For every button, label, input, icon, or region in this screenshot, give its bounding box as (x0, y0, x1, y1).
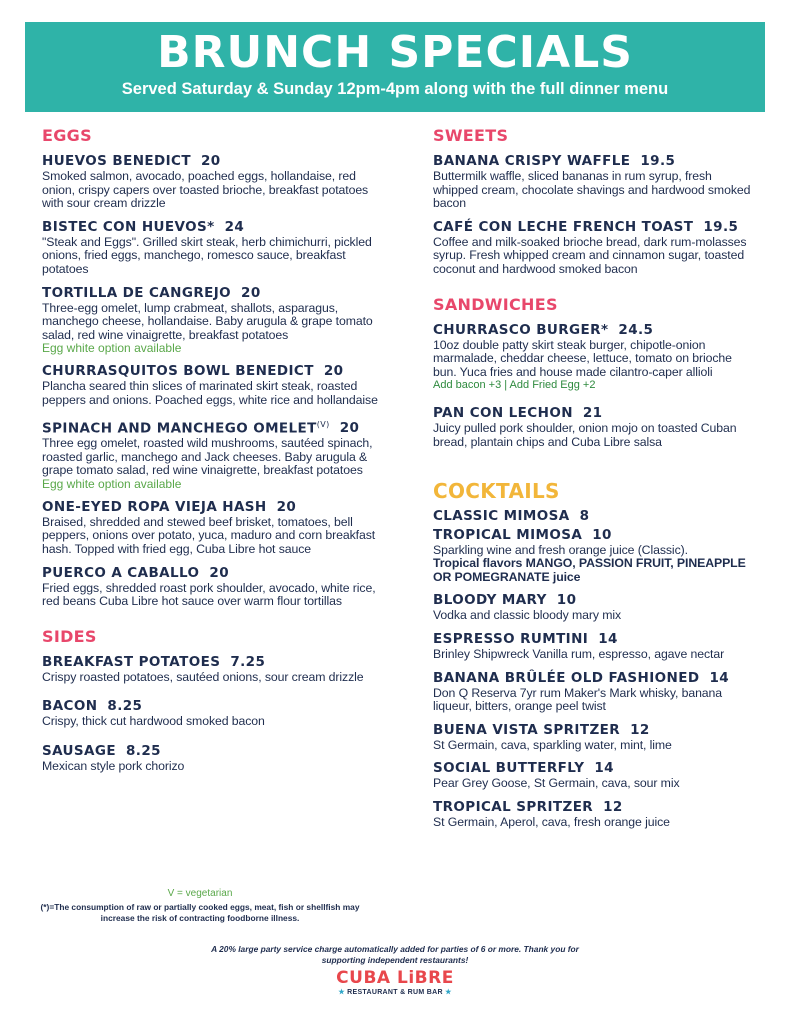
item-price: 19.5 (640, 153, 676, 169)
section-heading-sandwiches: SANDWICHES (433, 294, 558, 314)
item-price: 14 (709, 669, 730, 686)
menu-item (433, 322, 753, 392)
cuba-libre-logo (330, 968, 460, 996)
item-price: 20 (209, 564, 229, 581)
item-description: Fried eggs, shredded roast pork shoulder, avocado, white rice, red beans Cuba Libre hot sauce over warm flour tortillas (42, 580, 376, 609)
logo-wordmark: CUBA LiBRE (336, 968, 454, 988)
item-name: BANANA CRISPY WAFFLE (433, 153, 631, 169)
section-heading-cocktails: COCKTAILS (433, 478, 560, 503)
menu-item (42, 654, 382, 685)
item-name: TROPICAL MIMOSA (433, 526, 583, 543)
item-description: Three-egg omelet, lump crabmeat, shallots, asparagus, manchego cheese, hollandaise. Baby arugula & grape tomato salad, red wine vinaigrette, breakfast potatoes (42, 300, 373, 342)
item-description: Vodka and classic bloody mary mix (433, 608, 622, 623)
menu-item (433, 631, 753, 662)
item-description: Brinley Shipwreck Vanilla rum, espresso, agave nectar (433, 646, 725, 661)
page-subtitle: Served Saturday & Sunday 12pm-4pm along with the full dinner menu (121, 80, 669, 98)
item-name: CHURRASCO BURGER* (433, 321, 609, 338)
item-description: Juicy pulled pork shoulder, onion mojo on toasted Cuban bread, plantain chips and Cuba Libre salsa (433, 421, 737, 449)
item-name: PUERCO A CABALLO (42, 564, 200, 581)
menu-item (433, 760, 753, 791)
menu-item (433, 405, 753, 449)
sides-section (42, 627, 382, 774)
menu-item (433, 592, 753, 623)
raw-food-disclaimer: (*)=The consumption of raw or partially cooked eggs, meat, fish or shellfish may increase the risk of contracting foodborne illness. (40, 902, 360, 923)
item-name: BREAKFAST POTATOES (42, 653, 221, 670)
item-description: St Germain, cava, sparkling water, mint, lime (433, 737, 672, 752)
item-description: Pear Grey Goose, St Germain, cava, sour mix (433, 776, 680, 791)
menu-item (433, 219, 753, 277)
menu-item (42, 743, 382, 774)
item-name: SOCIAL BUTTERFLY (433, 760, 585, 777)
item-description: Plancha seared thin slices of marinated skirt steak, roasted peppers and onions. Poached eggs, white rice and hollandaise (42, 379, 378, 407)
item-name: SPINACH AND MANCHEGO OMELET (42, 420, 317, 437)
menu-item (433, 722, 753, 753)
item-name: CLASSIC MIMOSA (433, 507, 570, 524)
item-price: 10 (556, 592, 577, 609)
item-price: 19.5 (703, 218, 739, 235)
item-price: 21 (582, 405, 603, 422)
menu-item (42, 363, 382, 407)
right-column (433, 126, 753, 847)
section-heading-eggs: EGGS (42, 126, 92, 145)
item-name: ESPRESSO RUMTINI (433, 630, 589, 647)
tropical-flavors: Tropical flavors MANGO, PASSION FRUIT, PINEAPPLE OR POMEGRANATE juice (433, 556, 746, 584)
menu-item (42, 285, 382, 356)
item-description: Smoked salmon, avocado, poached eggs, hollandaise, red onion, crispy capers over toasted brioche, breakfast potatoes with sour cream drizzle (42, 169, 369, 211)
item-name: HUEVOS BENEDICT (42, 153, 191, 169)
menu-item (433, 153, 753, 211)
item-description: "Steak and Eggs". Grilled skirt steak, herb chimichurri, pickled onions, fried eggs, manchego, romesco sauce, breakfast potatoes (42, 234, 372, 276)
header-banner (25, 22, 765, 112)
item-description: St Germain, Aperol, cava, fresh orange juice (433, 814, 670, 829)
item-description: 10oz double patty skirt steak burger, chipotle-onion marmalade, cheddar cheese, lettuce, tomato on brioche bun. Yuca fries and house made cilantro-caper allioli (433, 337, 732, 379)
item-description: Three egg omelet, roasted wild mushrooms, sautéed spinach, roasted garlic, manchego and Jack cheeses. Baby arugula & grape tomato salad, red wine vinaigrette, breakfast potatoes (42, 436, 373, 478)
item-price: 20 (200, 153, 221, 169)
item-description: Crispy roasted potatoes, sautéed onions, sour cream drizzle (42, 669, 364, 684)
item-name: TROPICAL SPRITZER (433, 798, 594, 815)
item-name: BANANA BRÛLÉE OLD FASHIONED (433, 669, 700, 686)
item-price: 24.5 (618, 321, 654, 338)
item-name: BLOODY MARY (433, 592, 547, 609)
item-price: 20 (323, 363, 344, 380)
menu-item (42, 565, 382, 609)
left-column (42, 126, 382, 792)
item-description: Crispy, thick cut hardwood smoked bacon (42, 714, 265, 729)
item-description: Sparkling wine and fresh orange juice (Classic). (433, 542, 688, 557)
item-name: CHURRASQUITOS BOWL BENEDICT (42, 363, 314, 380)
item-name: PAN CON LECHON (433, 405, 573, 422)
item-price: 8.25 (107, 698, 143, 715)
page-title: BRUNCH SPECIALS (157, 27, 633, 78)
item-price: 8.25 (126, 742, 161, 759)
egg-white-note: Egg white option available (42, 476, 182, 491)
item-price: 20 (241, 284, 261, 301)
item-price: 20 (276, 498, 297, 515)
section-heading-sides: SIDES (42, 626, 97, 646)
vegetarian-mark: (V) (316, 419, 330, 429)
sandwiches-section (433, 295, 753, 450)
menu-item (433, 527, 753, 585)
item-name: BUENA VISTA SPRITZER (433, 721, 621, 738)
menu-item (433, 799, 753, 830)
section-heading-sweets: SWEETS (433, 126, 509, 145)
eggs-section (42, 126, 382, 609)
logo-tagline: RESTAURANT & RUM BAR (347, 989, 443, 996)
star-icon: ★ (445, 989, 452, 996)
item-price: 14 (598, 630, 618, 647)
egg-white-note: Egg white option available (42, 341, 182, 356)
menu-item (42, 219, 382, 277)
item-price: 7.25 (230, 653, 266, 670)
item-name: BACON (42, 698, 98, 715)
item-name: ONE-EYED ROPA VIEJA HASH (42, 498, 267, 515)
cocktails-section (433, 478, 753, 830)
item-name: SAUSAGE (42, 742, 116, 759)
party-service-note: A 20% large party service charge automatically added for parties of 6 or more. Thank you for supporting independent restaurants! (211, 944, 579, 965)
item-price: 20 (339, 420, 360, 437)
item-description: Coffee and milk-soaked brioche bread, dark rum-molasses syrup. Fresh whipped cream and cinnamon sugar, toasted coconut and hardwood smoked bacon (433, 234, 747, 276)
item-name: CAFÉ CON LECHE FRENCH TOAST (433, 218, 694, 235)
item-description: Don Q Reserva 7yr rum Maker's Mark whisky, banana liqueur, bitters, orange peel twist (433, 685, 723, 714)
menu-item (42, 698, 382, 729)
menu-item (433, 670, 753, 714)
item-price: 12 (603, 798, 623, 815)
item-price: 12 (630, 721, 650, 738)
item-description: Buttermilk waffle, sliced bananas in rum syrup, fresh whipped cream, chocolate shavings and hardwood smoked bacon (433, 169, 751, 211)
item-description: Mexican style pork chorizo (42, 758, 185, 773)
menu-item (42, 153, 382, 211)
vegetarian-legend: V = vegetarian (167, 888, 233, 899)
menu-item (42, 416, 382, 491)
item-name: TORTILLA DE CANGREJO (42, 284, 232, 301)
item-name: BISTEC CON HUEVOS* (42, 218, 215, 235)
item-description: Braised, shredded and stewed beef brisket, tomatoes, bell peppers, onions over potato, yuca, maduro and corn breakfast hash. Topped with fried egg, Cuba Libre hot sauce (42, 514, 376, 556)
star-icon: ★ (338, 989, 345, 996)
burger-addons: Add bacon +3 | Add Fried Egg +2 (433, 379, 596, 392)
item-price: 24 (224, 218, 245, 235)
menu-item (433, 508, 753, 525)
item-price: 8 (579, 507, 590, 524)
item-price: 10 (592, 526, 612, 543)
menu-item (42, 499, 382, 557)
item-price: 14 (594, 760, 614, 777)
sweets-section (433, 126, 753, 277)
